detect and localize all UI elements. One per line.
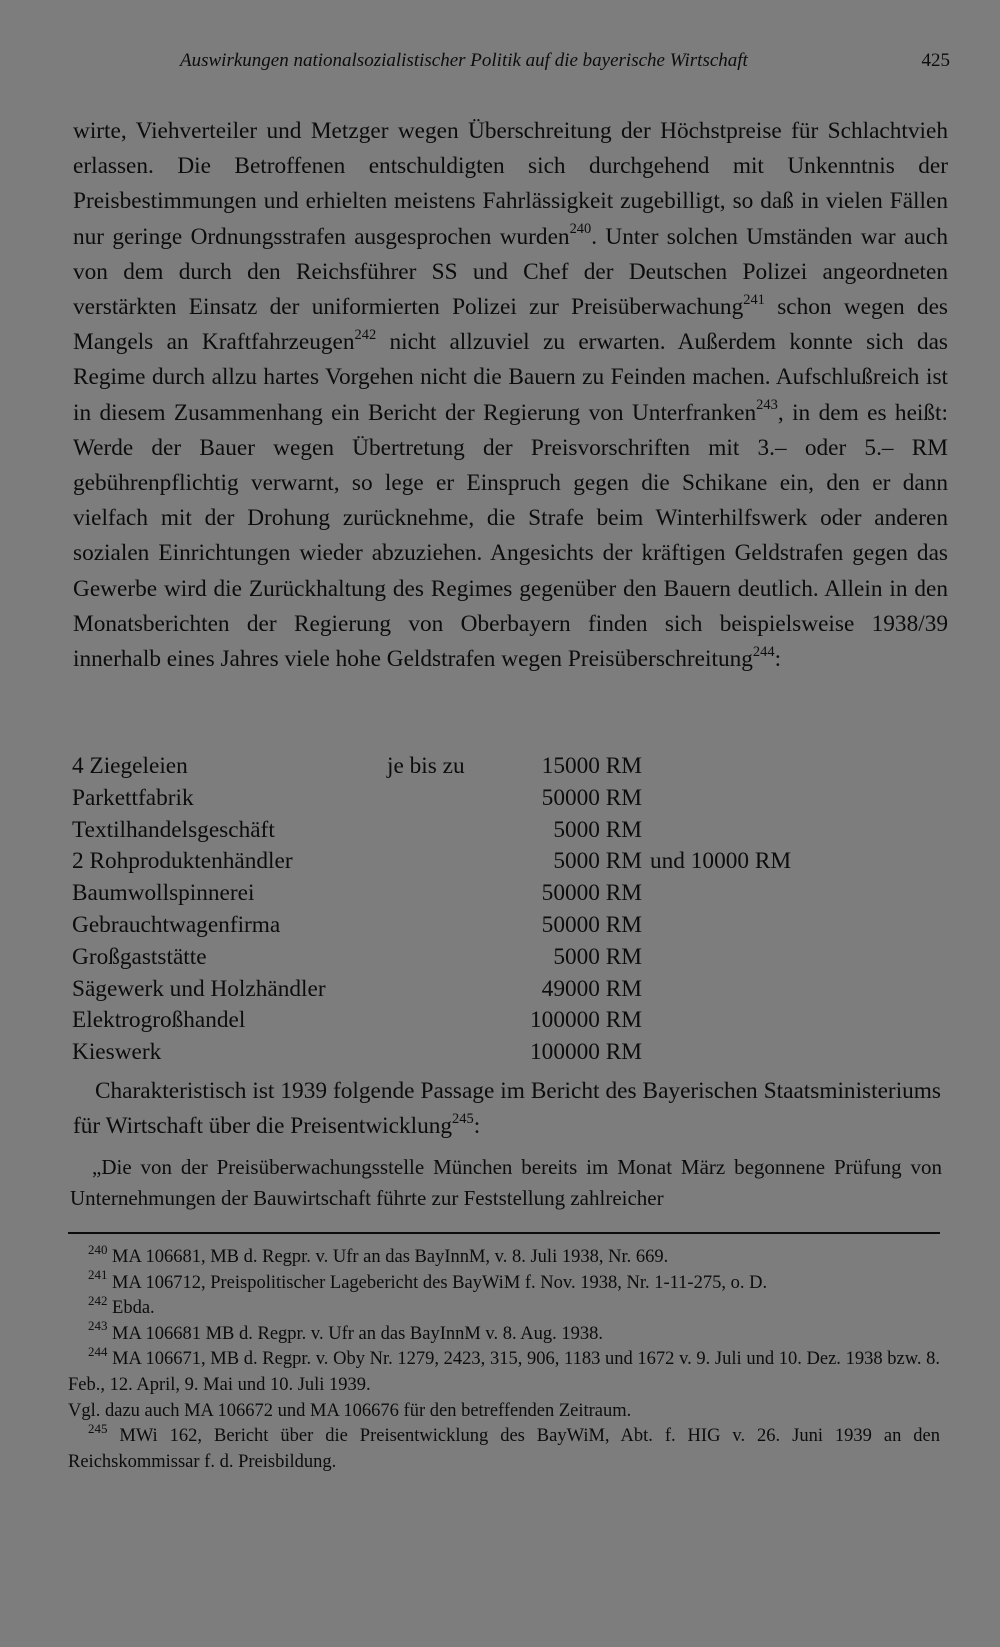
footnote-continuation [68,1399,940,1425]
table-row [72,910,872,942]
footnote [68,1343,941,1398]
table-row [72,751,872,783]
company-type: Kieswerk [72,1039,162,1066]
paragraph-text [73,114,948,677]
quote-text: „Die von der Preisüberwachungsstelle München bereits im Monat März begonnene Prüfung von Unternehmungen der Bauwirtschaft führte zur Feststellung zahlreicher [70,1155,942,1210]
table-row [72,1037,872,1069]
fine-amount: 15000 RM [541,753,642,779]
footnote-ref: 244 [752,643,775,660]
fine-amount: 5000 RM [553,816,642,843]
page-number: 425 [921,50,950,71]
text-segment: : [774,646,782,673]
fine-amount: 50000 RM [541,784,642,811]
text-segment: , in dem es heißt: Werde der Bauer wegen Übertretung der Preisvorschriften mit 3.– oder 5.– RM gebührenpflichtig verwarnt, so lege er Einspruch gegen die Schikane ein, den er dann vielfach mit der Drohung zurücknehme, die Strafe beim Winterhilfswerk oder anderen sozialen Einrichtungen wieder abzuziehen. Angesichts der kräftigen Geldstrafen gegen das Gewerbe wird die Zurückhaltung des Regimes gegenüber den Bauern deutlich. Allein in den Monatsberichten der Regierung von Oberbayern finden sich beispielsweise 1938/39 innerhalb eines Jahres viele hohe Geldstrafen wegen Preisüberschreitung [73,399,948,673]
footnote-ref: 245 [452,1111,474,1127]
footnote [68,1241,940,1271]
footnote-text: Vgl. dazu auch MA 106672 und MA 106676 für den betreffenden Zeitraum. [68,1400,632,1421]
text-segment: Charakteristisch ist 1939 folgende Passage im Bericht des Bayerischen Staatsministeriums für Wirtschaft über die Preisentwicklung [73,1078,941,1140]
fine-extra: und 10000 RM [650,848,792,875]
footnote-divider [68,1232,940,1234]
footnote-ref: 240 [569,221,592,238]
company-type: Parkettfabrik [72,784,194,811]
footnote-text: MA 106671, MB d. Regpr. v. Oby Nr. 1279, 2423, 315, 906, 1183 und 1672 v. 9. Juli und 10. Dez. 1938 bzw. 8. Feb., 12. April, 9. Mai und 10. Juli 1939. [68,1349,941,1395]
fine-amount: 49000 RM [541,975,642,1002]
footnote-text: MA 106712, Preispolitischer Lagebericht des BayWiM f. Nov. 1938, Nr. 1-11-275, o. D. [112,1272,768,1293]
fine-amount: 100000 RM [530,1007,642,1034]
footnote-number: 244 [88,1343,108,1359]
company-type: Elektrogroßhandel [72,1007,246,1034]
qualifier: je bis zu [387,753,465,779]
fine-amount: 5000 RM [553,943,642,970]
footnote-text: Ebda. [112,1298,155,1319]
company-type: Großgaststätte [72,943,207,970]
company-type: Sägewerk und Holzhändler [72,975,326,1002]
footnote-ref: 242 [354,327,377,344]
text-segment: wirte, Viehverteiler und Metzger wegen Überschreitung der Höchstpreise für Schlachtvieh erlassen. Die Betroffenen entschuldigten sich durchgehend mit Unkenntnis der Preisbestimmungen und erhielten meistens Fahrlässigkeit zugebilligt, so daß in vielen Fällen nur geringe Ordnungsstrafen ausgesprochen wurden [73,118,948,250]
company-type: Textilhandelsgeschäft [72,816,275,843]
footnote-number: 240 [88,1241,108,1257]
text-segment: : [473,1113,481,1140]
footnote [68,1420,941,1475]
paragraph-main [73,114,948,677]
text-segment: schon wegen des Mangels an Kraftfahrzeugen [73,294,948,356]
footnote [68,1267,940,1297]
footnotes [68,1241,941,1475]
block-quote [70,1152,942,1214]
fine-amount: 50000 RM [541,880,642,907]
fine-amount: 5000 RM [553,848,642,875]
text-segment: . Unter solchen Umständen war auch von dem durch den Reichsführer SS und Chef der Deutschen Polizei angeordneten verstärkten Einsatz der uniformierten Polizei zur Preisüberwachung [73,223,948,321]
footnote-number: 242 [88,1292,108,1308]
company-type: 2 Rohproduktenhändler [72,848,293,875]
company-type: Gebrauchtwagenfirma [72,911,281,938]
footnote-text: MA 106681, MB d. Regpr. v. Ufr an das BayInnM, v. 8. Juli 1938, Nr. 669. [112,1247,669,1267]
footnote-number: 243 [88,1318,108,1334]
fine-amount: 50000 RM [541,911,642,938]
table-row [72,815,872,847]
table-row [72,942,872,974]
table-row [72,783,872,815]
company-type: 4 Ziegeleien [72,753,188,779]
text-segment: nicht allzuviel zu erwarten. Außerdem konnte sich das Regime durch allzu hartes Vorgehen nicht die Bauern zu Feinden machen. Aufschlußreich ist in diesem Zusammenhang ein Bericht der Regierung von Unterfranken [73,329,948,426]
footnote-text: MWi 162, Bericht über die Preisentwicklung des BayWiM, Abt. f. HIG v. 26. Juni 1939 an den Reichskommissar f. d. Preisbildung. [68,1426,941,1472]
footnote [68,1292,940,1322]
paragraph-second [73,1074,941,1144]
footnote-number: 245 [88,1420,108,1436]
fine-amount: 100000 RM [530,1039,642,1066]
footnote-number: 241 [88,1267,108,1283]
company-type: Baumwollspinnerei [72,880,255,907]
paragraph-text [73,1074,941,1144]
footnote-ref: 243 [756,397,778,414]
table-row [72,846,872,878]
running-title: Auswirkungen nationalsozialistischer Politik auf die bayerische Wirtschaft [180,50,748,71]
table-row [72,974,872,1006]
footnote-ref: 241 [743,291,765,308]
fines-table [72,751,872,1069]
footnote [68,1318,940,1348]
table-row [72,1005,872,1037]
footnote-text: MA 106681 MB d. Regpr. v. Ufr an das BayInnM v. 8. Aug. 1938. [112,1323,603,1344]
table-row [72,878,872,910]
